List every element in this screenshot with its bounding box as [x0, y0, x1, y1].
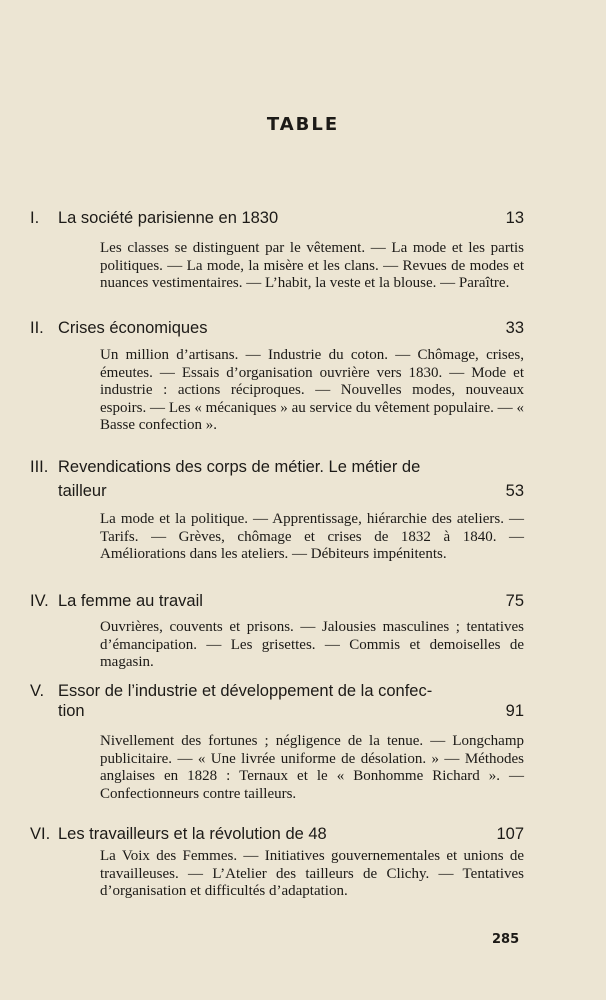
- chapter-title: La femme au travail: [58, 592, 203, 610]
- chapter-number: II.: [30, 319, 44, 337]
- chapter-page-number: 53: [505, 482, 524, 500]
- chapter-title: Essor de l’industrie et développement de la confec-: [58, 682, 433, 700]
- chapter-title: Revendications des corps de métier. Le métier de: [58, 458, 421, 476]
- chapter-summary: La Voix des Femmes. — Initiatives gouvernementales et unions de travailleuses. — L’Atelier des tailleurs de Clichy. — Tentatives d’organisation et difficultés d’adaptation.: [100, 848, 524, 899]
- chapter-title-continuation: tion: [58, 702, 85, 720]
- chapter-summary: Ouvrières, couvents et prisons. — Jalousies masculines ; tentatives d’émancipation. — Les grisettes. — Commis et demoiselles de magasin.: [100, 619, 524, 670]
- chapter-title-continuation: tailleur: [58, 482, 107, 500]
- chapter-page-number: 107: [496, 825, 524, 843]
- chapter-title: Les travailleurs et la révolution de 48: [58, 825, 327, 843]
- chapter-number: III.: [30, 458, 49, 476]
- chapter-summary: Un million d’artisans. — Industrie du coton. — Chômage, crises, émeutes. — Essais d’organisation ouvrière vers 1830. — Mode et industrie : actions réciproques. — Nouvelles modes, nouveaux espoirs. — Les « mécaniques » au service du vêtement populaire. — « Basse confection ».: [100, 347, 524, 433]
- chapter-page-number: 13: [505, 209, 524, 227]
- chapter-number: V.: [30, 682, 45, 700]
- chapter-number: I.: [30, 209, 40, 227]
- chapter-page-number: 75: [505, 592, 524, 610]
- chapter-page-number: 91: [505, 702, 524, 720]
- chapter-page-number: 33: [505, 319, 524, 337]
- page-title: TABLE: [266, 114, 340, 135]
- chapter-summary: Les classes se distinguent par le vêtement. — La mode et les partis politiques. — La mode, la misère et les clans. — Revues de modes et nuances vestimentaires. — L’habit, la veste et la blouse. — Paraître.: [100, 240, 524, 291]
- chapter-title: La société parisienne en 1830: [58, 209, 279, 227]
- chapter-title: Crises économiques: [58, 319, 208, 337]
- chapter-number: IV.: [30, 592, 49, 610]
- chapter-summary: Nivellement des fortunes ; négligence de la tenue. — Longchamp publicitaire. — « Une livrée uniforme de désolation. » — Méthodes anglaises en 1828 : Ternaux et le « Bonhomme Richard ». — Confectionneurs contre tailleurs.: [100, 733, 524, 802]
- page-number: 285: [492, 932, 520, 947]
- chapter-summary: La mode et la politique. — Apprentissage, hiérarchie des ateliers. — Tarifs. — Grèves, chômage et crises de 1832 à 1840. — Améliorations dans les ateliers. — Débiteurs impénitents.: [100, 511, 524, 562]
- chapter-number: VI.: [30, 825, 51, 843]
